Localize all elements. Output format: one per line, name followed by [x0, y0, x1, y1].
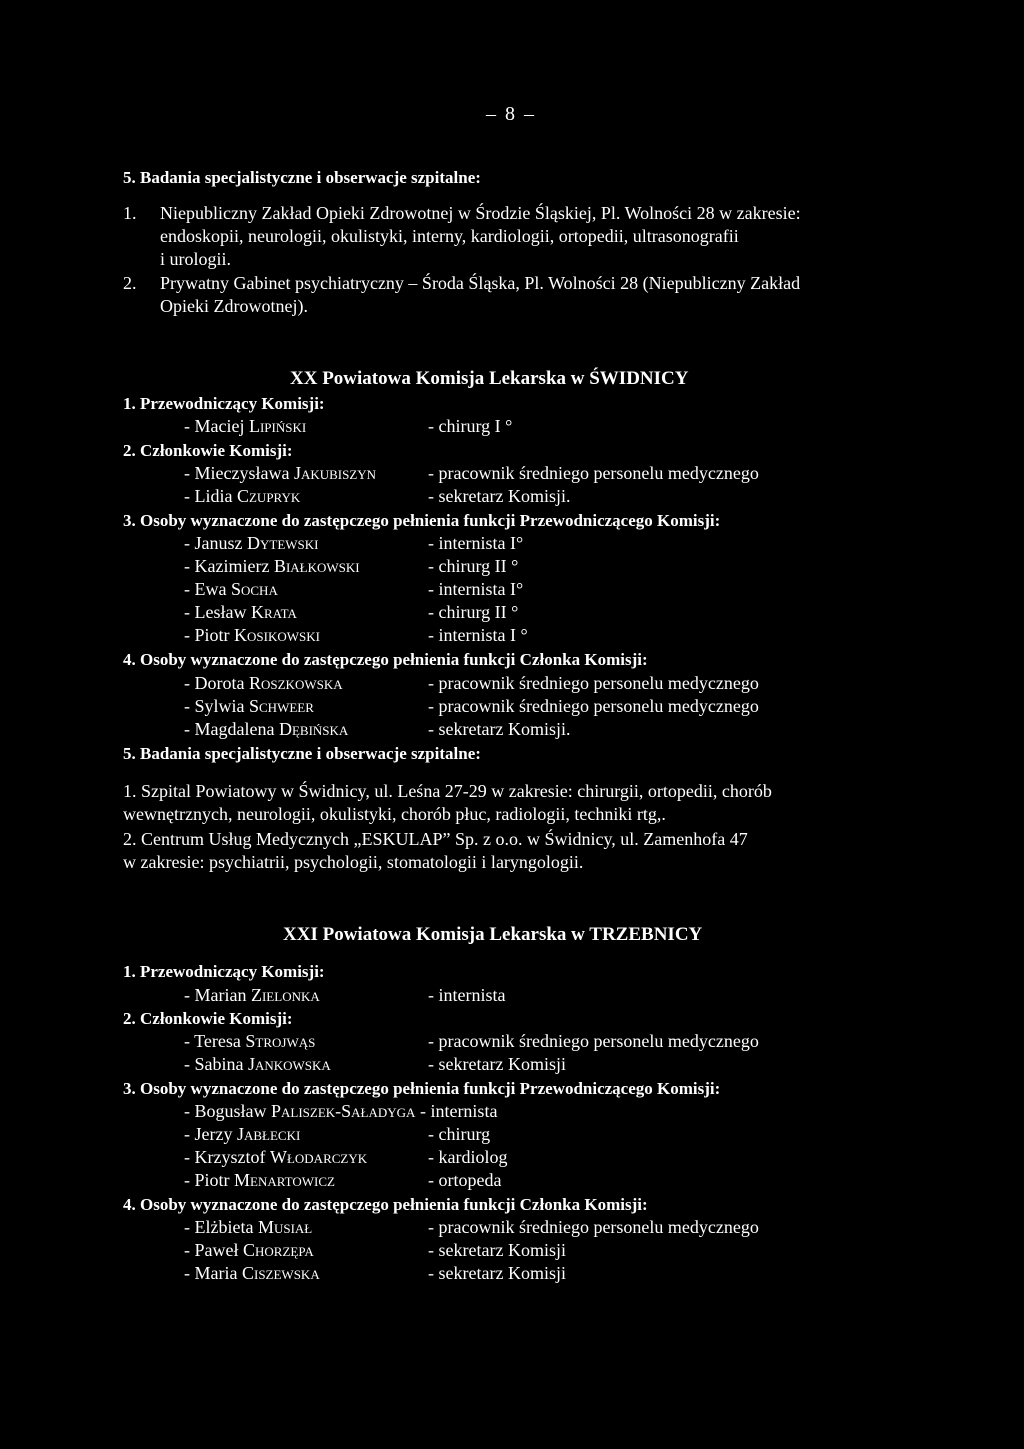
xx-exam-2	[123, 828, 748, 874]
first-name: - Mieczysława	[184, 463, 290, 483]
person-role: - sekretarz Komisji	[428, 1263, 566, 1283]
first-name: - Marian	[184, 985, 247, 1005]
last-name: Jankowska	[247, 1054, 331, 1074]
first-name: - Maciej	[184, 416, 245, 436]
last-name: Schweer	[249, 696, 314, 716]
person-role: - internista I °	[428, 625, 528, 645]
last-name: Musiał	[257, 1217, 313, 1237]
last-name: Jakubiszyn	[293, 463, 377, 483]
person-role: - sekretarz Komisji.	[428, 719, 571, 739]
xx-deputy-member-heading: 4. Osoby wyznaczone do zastępczego pełnienia funkcji Członka Komisji:	[123, 650, 648, 669]
xx-deputy-chair-heading: 3. Osoby wyznaczone do zastępczego pełnienia funkcji Przewodniczącego Komisji:	[123, 511, 721, 530]
person-role: - kardiolog	[428, 1147, 508, 1167]
first-name: - Piotr	[184, 1170, 230, 1190]
first-name: - Janusz	[184, 533, 243, 553]
item-line: i urologii.	[160, 249, 231, 269]
first-name: - Lidia	[184, 486, 233, 506]
last-name: Roszkowska	[248, 673, 343, 693]
first-name: - Piotr	[184, 625, 230, 645]
person-role: - pracownik średniego personelu medycznego	[428, 1217, 759, 1237]
last-name: Włodarczyk	[269, 1147, 368, 1167]
person-role: - ortopeda	[428, 1170, 502, 1190]
last-name: Menartowicz	[234, 1170, 335, 1190]
last-name: Kosikowski	[234, 625, 320, 645]
first-name: - Maria	[184, 1263, 238, 1283]
xxi-members-heading: 2. Członkowie Komisji:	[123, 1009, 293, 1028]
first-name: - Bogusław	[184, 1101, 267, 1121]
last-name: Jabłecki	[236, 1124, 301, 1144]
first-name: - Elżbieta	[184, 1217, 254, 1237]
person-role: - internista	[428, 985, 506, 1005]
last-name: Chorzępa	[242, 1240, 314, 1260]
exam-line: w zakresie: psychiatrii, psychologii, stomatologii i laryngologii.	[123, 852, 584, 872]
item-number: 2.	[123, 273, 137, 293]
top-item-1	[123, 202, 903, 271]
last-name: Dębińska	[278, 719, 349, 739]
last-name: Lipiński	[248, 416, 307, 436]
xxi-chair-heading: 1. Przewodniczący Komisji:	[123, 962, 325, 981]
item-line: Niepubliczny Zakład Opieki Zdrowotnej w Środzie Śląskiej, Pl. Wolności 28 w zakresie:	[160, 203, 801, 223]
xx-exams-heading: 5. Badania specjalistyczne i obserwacje szpitalne:	[123, 744, 481, 763]
item-line: Opieki Zdrowotnej).	[160, 296, 308, 316]
first-name: - Jerzy	[184, 1124, 233, 1144]
first-name: - Sabina	[184, 1054, 244, 1074]
first-name: - Teresa	[184, 1031, 241, 1051]
last-name: Dytewski	[246, 533, 319, 553]
first-name: - Dorota	[184, 673, 245, 693]
person-role: - pracownik średniego personelu medycznego	[428, 673, 759, 693]
item-line: endoskopii, neurologii, okulistyki, interny, kardiologii, ortopedii, ultrasonografii	[160, 226, 739, 246]
xx-chair-heading: 1. Przewodniczący Komisji:	[123, 394, 325, 413]
person-role: - pracownik średniego personelu medycznego	[428, 696, 759, 716]
top-item-2	[123, 272, 903, 318]
top-section-heading: 5. Badania specjalistyczne i obserwacje szpitalne:	[123, 168, 481, 187]
xxi-deputy-chair-heading: 3. Osoby wyznaczone do zastępczego pełnienia funkcji Przewodniczącego Komisji:	[123, 1079, 721, 1098]
last-name: Ciszewska	[241, 1263, 320, 1283]
xxi-deputy-member-heading: 4. Osoby wyznaczone do zastępczego pełnienia funkcji Członka Komisji:	[123, 1195, 648, 1214]
last-name: Czupryk	[236, 486, 301, 506]
page-number: – 8 –	[486, 103, 536, 125]
first-name: - Magdalena	[184, 719, 275, 739]
exam-line: 2. Centrum Usług Medycznych „ESKULAP” Sp. z o.o. w Świdnicy, ul. Zamenhofa 47	[123, 829, 748, 849]
last-name: Krata	[250, 602, 297, 622]
last-name: Strojwąs	[245, 1031, 316, 1051]
person-role: - internista	[419, 1101, 498, 1121]
person-role: - chirurg	[428, 1124, 491, 1144]
person-role: - pracownik średniego personelu medycznego	[428, 463, 759, 483]
exam-line: 1. Szpital Powiatowy w Świdnicy, ul. Leśna 27-29 w zakresie: chirurgii, ortopedii, chorób	[123, 781, 772, 801]
person-role: - chirurg I °	[428, 416, 513, 436]
person-role: - chirurg II °	[428, 556, 519, 576]
person-role: - sekretarz Komisji	[428, 1054, 566, 1074]
person-role: - chirurg II °	[428, 602, 519, 622]
person-role: - internista I°	[428, 579, 524, 599]
person-role: - sekretarz Komisji.	[428, 486, 571, 506]
person-role: - pracownik średniego personelu medycznego	[428, 1031, 759, 1051]
item-number: 1.	[123, 203, 137, 223]
item-line: Prywatny Gabinet psychiatryczny – Środa Śląska, Pl. Wolności 28 (Niepubliczny Zakład	[160, 273, 801, 293]
last-name: Białkowski	[273, 556, 360, 576]
last-name: Socha	[230, 579, 278, 599]
commission-xxi-title: XXI Powiatowa Komisja Lekarska w TRZEBNICY	[283, 924, 703, 945]
person-role: - sekretarz Komisji	[428, 1240, 566, 1260]
last-name: Paliszek-Saładyga	[271, 1101, 416, 1121]
first-name: - Kazimierz	[184, 556, 270, 576]
first-name: - Krzysztof	[184, 1147, 266, 1167]
first-name: - Ewa	[184, 579, 227, 599]
commission-xx-title: XX Powiatowa Komisja Lekarska w ŚWIDNICY	[290, 368, 689, 389]
first-name: - Lesław	[184, 602, 247, 622]
xx-exam-1	[123, 780, 772, 826]
last-name: Zielonka	[250, 985, 320, 1005]
person-role: - internista I°	[428, 533, 524, 553]
first-name: - Sylwia	[184, 696, 245, 716]
exam-line: wewnętrznych, neurologii, okulistyki, chorób płuc, radiologii, techniki rtg,.	[123, 804, 666, 824]
first-name: - Paweł	[184, 1240, 239, 1260]
xx-members-heading: 2. Członkowie Komisji:	[123, 441, 293, 460]
